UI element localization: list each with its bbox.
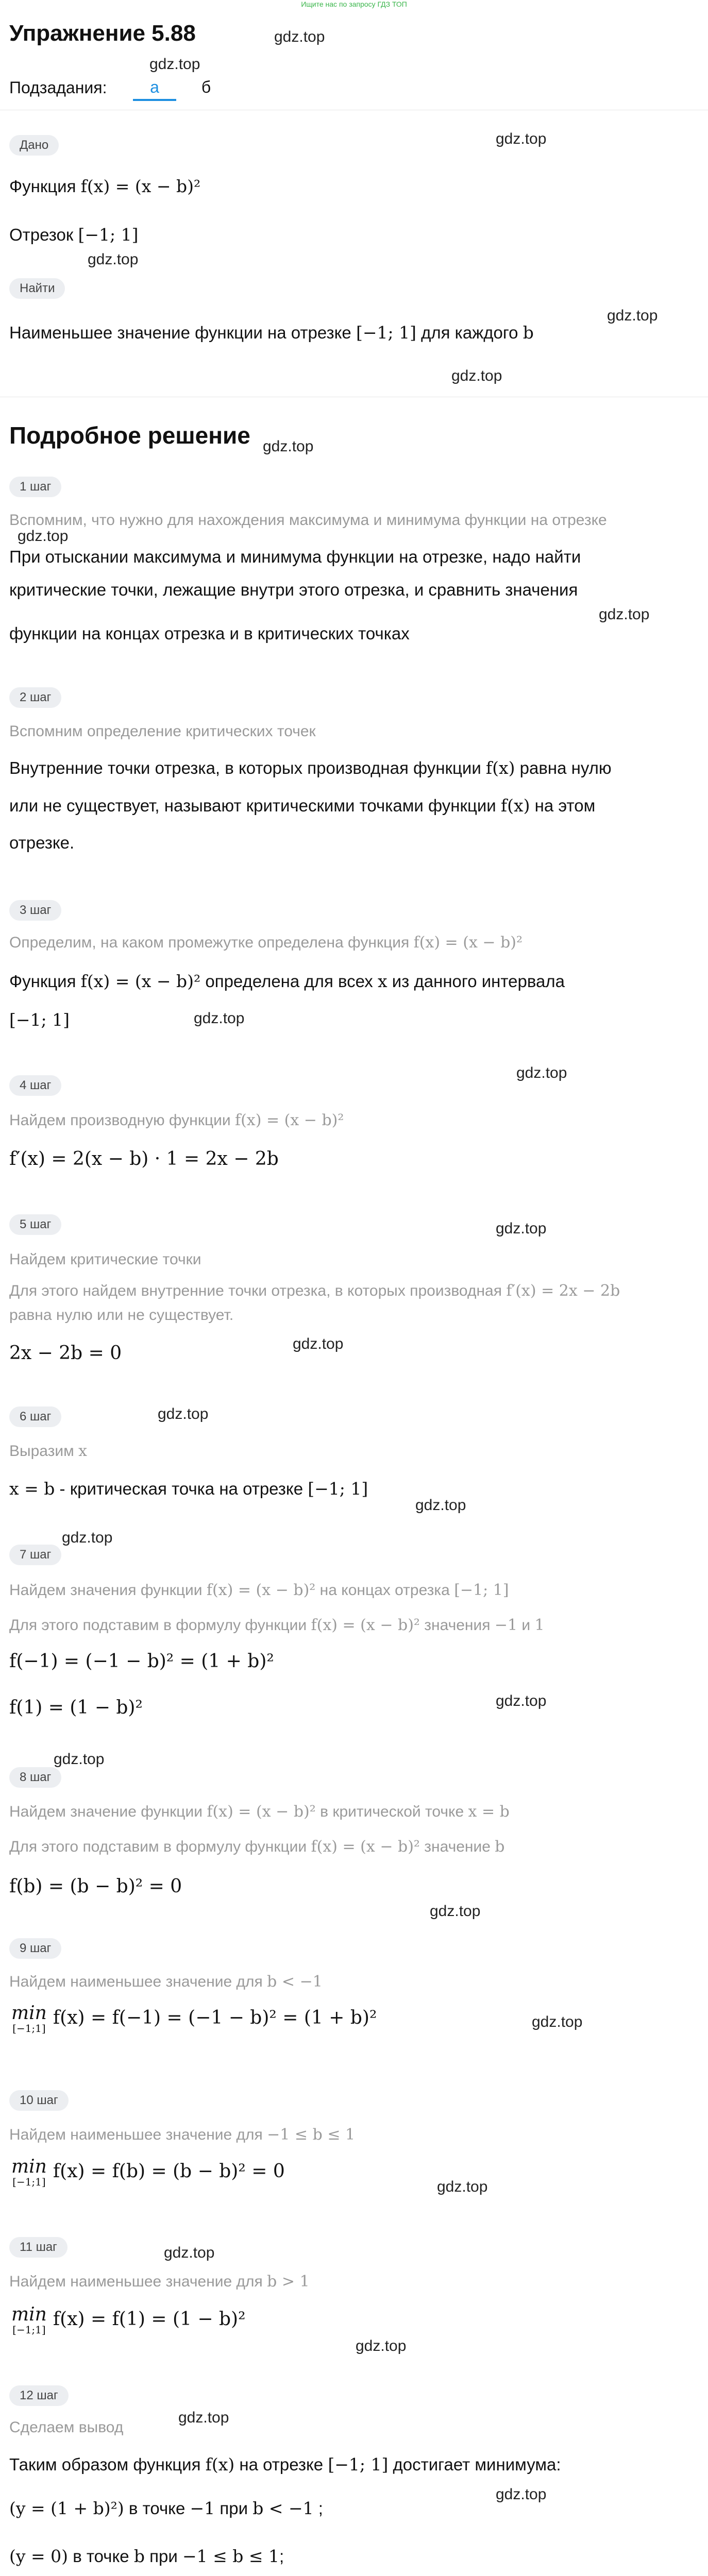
watermark: gdz.top	[496, 1692, 547, 1709]
step-text: Таким образом функция f(x) на отрезке [−1; 1] достигает минимума:	[9, 2454, 561, 2475]
step-text: или не существует, называют критическими точками функции f(x) на этом	[9, 795, 596, 816]
watermark: gdz.top	[599, 606, 650, 623]
watermark: gdz.top	[194, 1010, 245, 1027]
watermark: gdz.top	[356, 2337, 407, 2354]
step-hint: Найдем значения функции f(x) = (x − b)² на концах отрезка [−1; 1]	[9, 1581, 509, 1599]
step-hint: Сделаем вывод	[9, 2419, 124, 2436]
step-hint: равна нулю или не существует.	[9, 1307, 234, 1324]
find-label: Найти	[9, 278, 65, 299]
page-title: Упражнение 5.88	[9, 21, 196, 46]
subtasks-label: Подзадания:	[9, 78, 107, 97]
step-label: 12 шаг	[9, 2385, 69, 2406]
step-hint: Определим, на каком промежутке определена функция f(x) = (x − b)²	[9, 934, 522, 952]
watermark: gdz.top	[437, 2178, 488, 2195]
solution-heading: Подробное решение	[9, 422, 250, 449]
step-text: x = b - критическая точка на отрезке [−1; 1]	[9, 1479, 368, 1499]
step-label: 7 шаг	[9, 1545, 61, 1565]
step-text: Функция f(x) = (x − b)² определена для всех x из данного интервала	[9, 971, 565, 991]
step-text: функции на концах отрезка и в критических точках	[9, 624, 410, 643]
step-formula: f(b) = (b − b)² = 0	[9, 1876, 182, 1897]
step-label: 11 шаг	[9, 2237, 68, 2258]
step-formula: [−1; 1]	[9, 1010, 70, 1030]
step-hint: Выразим x	[9, 1442, 88, 1460]
step-label: 1 шаг	[9, 477, 61, 497]
watermark: gdz.top	[516, 1064, 567, 1081]
step-text: отрезке.	[9, 833, 75, 852]
step-formula: min [−1;1] f(x) = f(−1) = (−1 − b)² = (1 + b)²	[11, 2003, 377, 2035]
step-hint: Вспомним определение критических точек	[9, 723, 316, 740]
watermark: gdz.top	[415, 1497, 466, 1514]
tab-b[interactable]: б	[201, 78, 211, 96]
conclusion-case: (y = (1 + b)²) в точке −1 при b < −1 ;	[9, 2498, 323, 2518]
step-label: 9 шаг	[9, 1938, 61, 1959]
step-label: 2 шаг	[9, 687, 61, 708]
step-hint: Найдем значение функции f(x) = (x − b)² в критической точке x = b	[9, 1803, 510, 1821]
watermark: gdz.top	[164, 2244, 215, 2261]
step-hint: Для этого подставим в формулу функции f(x) = (x − b)² значение b	[9, 1838, 505, 1856]
conclusion-case: (y = 0) в точке b при −1 ≤ b ≤ 1;	[9, 2546, 284, 2566]
step-formula: min [−1;1] f(x) = f(1) = (1 − b)²	[11, 2304, 246, 2336]
step-formula: f′(x) = 2(x − b) · 1 = 2x − 2b	[9, 1148, 279, 1170]
watermark: gdz.top	[18, 528, 69, 545]
step-label: 3 шаг	[9, 900, 61, 921]
given-label: Дано	[9, 135, 59, 156]
watermark: gdz.top	[496, 2486, 547, 2503]
watermark: gdz.top	[149, 56, 200, 73]
step-text: критические точки, лежащие внутри этого отрезка, и сравнить значения	[9, 580, 578, 599]
watermark: gdz.top	[178, 2409, 229, 2426]
given-function: Функция f(x) = (x − b)²	[9, 176, 201, 196]
watermark: gdz.top	[88, 251, 139, 268]
step-formula: min [−1;1] f(x) = f(b) = (b − b)² = 0	[11, 2156, 285, 2188]
watermark: gdz.top	[62, 1529, 113, 1546]
step-hint: Найдем наименьшее значение для b < −1	[9, 1973, 323, 1991]
step-hint: Найдем наименьшее значение для b > 1	[9, 2273, 310, 2291]
given-segment: Отрезок [−1; 1]	[9, 225, 139, 245]
step-hint: Найдем производную функции f(x) = (x − b)²	[9, 1111, 344, 1129]
step-hint: Найдем наименьшее значение для −1 ≤ b ≤ 1	[9, 2126, 356, 2144]
watermark: gdz.top	[607, 307, 658, 324]
watermark: gdz.top	[293, 1335, 344, 1352]
watermark: gdz.top	[430, 1903, 481, 1920]
find-text: Наименьшее значение функции на отрезке [−1; 1] для каждого b	[9, 323, 534, 343]
step-formula: 2x − 2b = 0	[9, 1343, 122, 1364]
step-hint: Вспомним, что нужно для нахождения максимума и минимума функции на отрезке	[9, 512, 607, 529]
step-text: Внутренние точки отрезка, в которых производная функции f(x) равна нулю	[9, 758, 612, 778]
watermark: gdz.top	[274, 28, 325, 45]
watermark: gdz.top	[54, 1751, 105, 1768]
step-label: 4 шаг	[9, 1075, 61, 1096]
step-formula: f(1) = (1 − b)²	[9, 1697, 143, 1718]
watermark: gdz.top	[532, 2013, 583, 2030]
step-hint: Найдем критические точки	[9, 1251, 201, 1268]
watermark: gdz.top	[496, 1220, 547, 1237]
step-hint: Для этого найдем внутренние точки отрезка, в которых производная f′(x) = 2x − 2b	[9, 1282, 620, 1300]
step-hint: Для этого подставим в формулу функции f(x) = (x − b)² значения −1 и 1	[9, 1616, 545, 1634]
top-notice: Ищите нас по запросу ГДЗ ТОП	[301, 0, 407, 8]
step-formula: f(−1) = (−1 − b)² = (1 + b)²	[9, 1651, 274, 1672]
tab-a[interactable]: а	[133, 75, 176, 101]
watermark: gdz.top	[496, 130, 547, 147]
step-label: 6 шаг	[9, 1406, 61, 1427]
step-label: 10 шаг	[9, 2090, 69, 2111]
step-text: При отыскании максимума и минимума функции на отрезке, надо найти	[9, 547, 581, 566]
watermark: gdz.top	[451, 367, 502, 384]
step-label: 5 шаг	[9, 1214, 61, 1235]
watermark: gdz.top	[158, 1405, 209, 1422]
step-label: 8 шаг	[9, 1767, 61, 1788]
watermark: gdz.top	[263, 438, 314, 455]
